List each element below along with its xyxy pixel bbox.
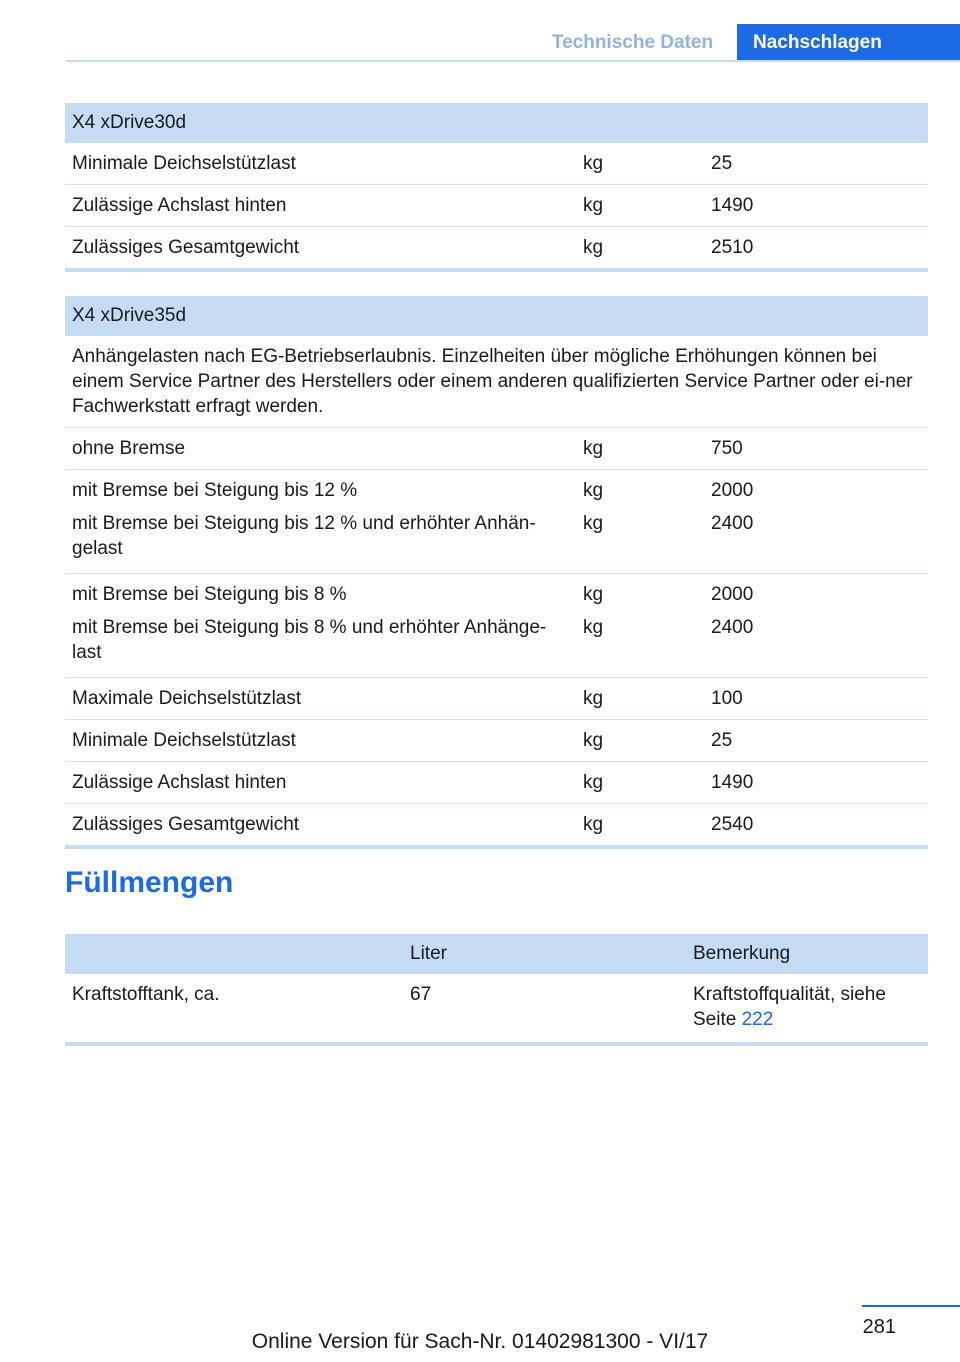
table-row <box>65 804 928 845</box>
table-end-rule <box>65 845 928 849</box>
footer-online-version: Online Version für Sach-Nr. 01402981300 - VI/17 <box>251 1330 709 1353</box>
row-unit: kg <box>583 814 604 835</box>
table-row <box>65 574 928 611</box>
row-value: 750 <box>711 438 743 459</box>
row-label: Maximale Deichselstützlast <box>72 688 302 709</box>
table-row <box>65 428 928 470</box>
table-title: X4 xDrive35d <box>65 296 928 336</box>
row-label: Minimale Deichselstützlast <box>72 153 296 174</box>
page-number: 281 <box>862 1316 896 1338</box>
table-row <box>65 974 928 1042</box>
row-label: mit Bremse bei Steigung bis 12 % <box>72 480 358 501</box>
header-rule <box>66 60 960 62</box>
row-label: mit Bremse bei Steigung bis 12 % und erhöhter Anhän-gelast <box>72 513 536 559</box>
section-title-fuellmengen: Füllmengen <box>65 866 234 899</box>
table-end-rule <box>65 268 928 272</box>
row-value: 25 <box>711 730 733 751</box>
row-unit: kg <box>583 153 604 174</box>
row-unit: kg <box>583 195 604 216</box>
row-label: Zulässiges Gesamtgewicht <box>72 237 300 258</box>
row-item: Kraftstofftank, ca. <box>72 984 220 1005</box>
row-group-12-percent <box>65 470 928 574</box>
table-x4-xdrive30d <box>65 103 928 272</box>
row-value: 2000 <box>711 480 754 501</box>
row-liters: 67 <box>410 984 432 1005</box>
row-unit: kg <box>583 584 604 605</box>
row-label: Minimale Deichselstützlast <box>72 730 296 751</box>
col-header-liter: Liter <box>410 943 447 964</box>
table-row <box>65 143 928 185</box>
table-note: Anhängelasten nach EG-Betriebserlaubnis. Einzelheiten über mögliche Erhöhungen können bei einem Service Partner des Herstellers oder einem anderen qualifizierten Service Partner oder ei-ner Fachwerkstatt erfragt werden. <box>65 336 928 428</box>
row-label: mit Bremse bei Steigung bis 8 % <box>72 584 347 605</box>
row-value: 100 <box>711 688 743 709</box>
row-value: 2000 <box>711 584 754 605</box>
table-x4-xdrive35d <box>65 296 928 849</box>
table-end-rule <box>65 1042 928 1046</box>
row-unit: kg <box>583 617 604 638</box>
col-header-bemerkung: Bemerkung <box>693 943 791 964</box>
table-row <box>65 185 928 227</box>
row-value: 25 <box>711 153 733 174</box>
row-unit: kg <box>583 772 604 793</box>
row-value: 1490 <box>711 195 754 216</box>
row-label: Zulässige Achslast hinten <box>72 772 287 793</box>
row-unit: kg <box>583 480 604 501</box>
row-value: 2400 <box>711 513 754 534</box>
row-unit: kg <box>583 438 604 459</box>
row-label: mit Bremse bei Steigung bis 8 % und erhöhter Anhänge-last <box>72 617 547 663</box>
remark-text: Kraftstoffqualität, siehe Seite <box>693 984 886 1030</box>
row-group-8-percent <box>65 574 928 678</box>
table-row <box>65 720 928 762</box>
table-row <box>65 470 928 507</box>
page-number-rule <box>862 1305 960 1307</box>
row-value: 2510 <box>711 237 754 258</box>
row-unit: kg <box>583 688 604 709</box>
tab-technische-daten[interactable]: Technische Daten <box>551 32 714 53</box>
table-row <box>65 611 928 673</box>
table-row <box>65 678 928 720</box>
row-value: 2400 <box>711 617 754 638</box>
tab-nachschlagen[interactable]: Nachschlagen <box>737 24 960 62</box>
table-row <box>65 227 928 268</box>
table-row <box>65 762 928 804</box>
row-remark <box>693 974 928 1042</box>
table-fuellmengen <box>65 934 928 1046</box>
table-header-row <box>65 934 928 974</box>
table-title: X4 xDrive30d <box>65 103 928 143</box>
row-label: Zulässige Achslast hinten <box>72 195 287 216</box>
page-reference-link[interactable]: 222 <box>741 1009 774 1030</box>
row-unit: kg <box>583 513 604 534</box>
col-header-item <box>65 934 410 974</box>
row-label: ohne Bremse <box>72 438 186 459</box>
table-row <box>65 507 928 569</box>
row-unit: kg <box>583 730 604 751</box>
row-value: 2540 <box>711 814 754 835</box>
row-label: Zulässiges Gesamtgewicht <box>72 814 300 835</box>
row-unit: kg <box>583 237 604 258</box>
row-value: 1490 <box>711 772 754 793</box>
